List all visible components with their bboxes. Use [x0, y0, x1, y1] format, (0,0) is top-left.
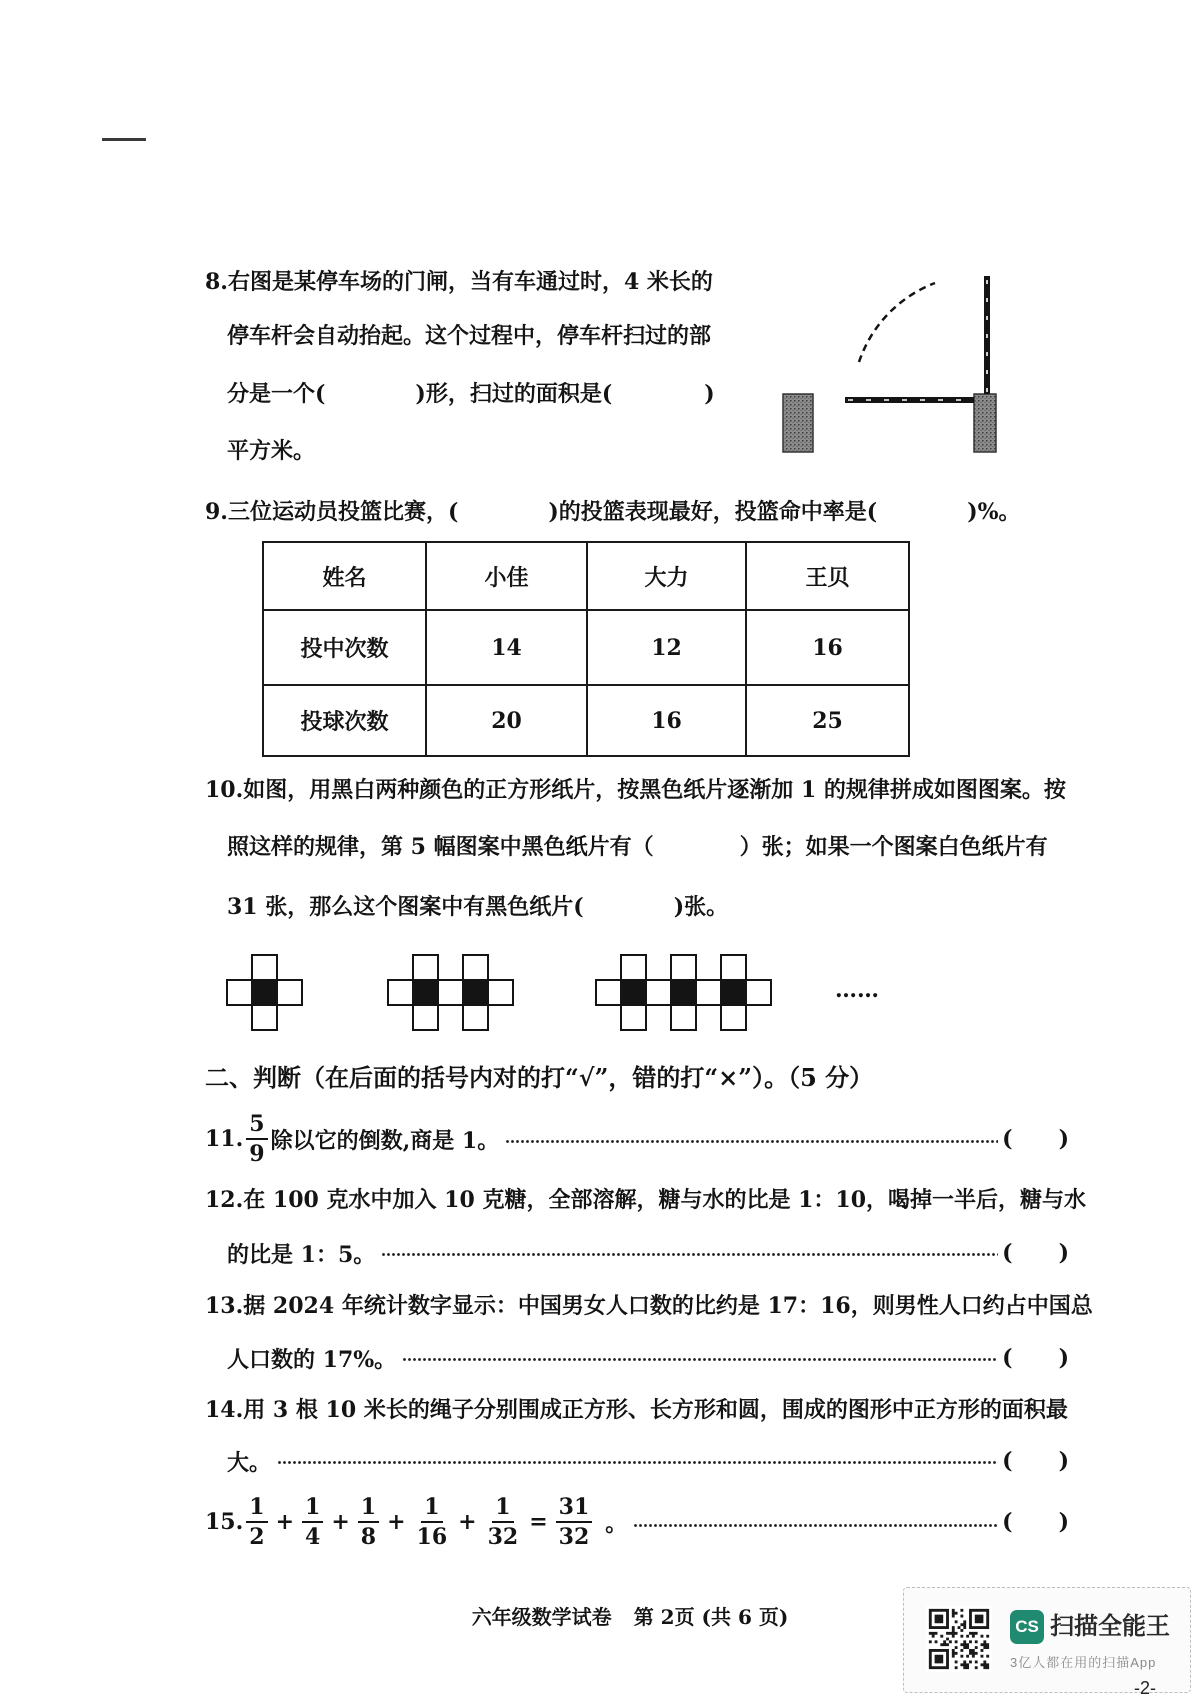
q15-term-fraction: [358, 1496, 379, 1548]
fraction-denominator: 32: [487, 1524, 519, 1550]
camscanner-logo: CS: [1010, 1610, 1044, 1644]
q9-text-c: )%。: [967, 499, 1021, 525]
answer-blank: [325, 394, 415, 395]
answer-bracket-close: ): [1058, 1126, 1069, 1152]
tile-white: [670, 1004, 697, 1031]
answer-bracket-close: ): [1058, 1345, 1069, 1371]
tile-white: [487, 979, 514, 1006]
table-row: [263, 685, 909, 756]
watermark-tagline: 3亿人都在用的扫描App: [1010, 1655, 1157, 1670]
answer-blank: [1013, 1139, 1059, 1140]
q15-term-fraction: [485, 1496, 522, 1548]
tile-white: [620, 954, 647, 981]
dotted-leader: [402, 1344, 998, 1372]
answer-blank: [612, 394, 704, 395]
answer-bracket-close: ): [1058, 1240, 1069, 1266]
q13-line-1: 13.据 2024 年统计数字显示：中国男女人口数的比约是 17：16，则男性人口约占中国总: [205, 1293, 1093, 1319]
plus-sign: +: [275, 1509, 295, 1535]
page-number: -2-: [1134, 1678, 1156, 1698]
answer-bracket-close: ): [1058, 1509, 1069, 1535]
fraction-denominator: 9: [249, 1141, 265, 1167]
q10-line-2: [227, 833, 1048, 861]
q9-text-b: )的投篮表现最好，投篮命中率是(: [548, 499, 878, 525]
tile-white: [276, 979, 303, 1006]
q10-line-2-text-a: 照这样的规律，第 5 幅图案中黑色纸片有（: [227, 834, 654, 860]
scan-mark: [102, 138, 146, 141]
tile-white: [595, 979, 622, 1006]
q15-result-fraction: [556, 1496, 593, 1548]
q12-line-1: 12.在 100 克水中加入 10 克糖，全部溶解，糖与水的比是 1：10，喝掉一半后，糖与水: [205, 1187, 1087, 1213]
tile-white: [226, 979, 253, 1006]
q9-text-a: 9.三位运动员投篮比赛，(: [205, 499, 459, 525]
gate-right-post: [974, 394, 996, 452]
q14-line-2: [227, 1447, 1069, 1475]
tile-white: [645, 979, 672, 1006]
dotted-leader: [633, 1491, 998, 1553]
tile-white: [387, 979, 414, 1006]
tile-white: [745, 979, 772, 1006]
footer-page: 第 2页 (共 6 页): [633, 1605, 789, 1629]
q9-line: [205, 498, 1021, 526]
q10-line-1: 10.如图，用黑白两种颜色的正方形纸片，按黑色纸片逐渐加 1 的规律拼成如图图案。按: [205, 777, 1066, 803]
plus-sign: +: [458, 1509, 477, 1535]
answer-bracket-open: (: [1002, 1240, 1013, 1266]
q12-line-2: [227, 1239, 1069, 1267]
table-cell: 16: [587, 685, 746, 756]
plus-sign: +: [331, 1509, 350, 1535]
tile-pattern-3: [595, 954, 772, 1031]
table-cell: 投球次数: [263, 685, 426, 756]
q10-line-3-text-a: 31 张，那么这个图案中有黑色纸片(: [227, 894, 584, 920]
tile-black: [412, 979, 439, 1006]
answer-bracket-open: (: [1002, 1345, 1013, 1371]
q15-number: 15.: [205, 1509, 244, 1535]
tile-white: [695, 979, 722, 1006]
tile-black: [670, 979, 697, 1006]
q14-line-1: 14.用 3 根 10 米长的绳子分别围成正方形、长方形和圆，围成的图形中正方形的面积最: [205, 1397, 1068, 1423]
answer-blank: [1013, 1522, 1059, 1523]
table-cell: 20: [426, 685, 587, 756]
q15-end-mark: 。: [605, 1510, 628, 1537]
q15-term-fraction: [414, 1496, 451, 1548]
tile-black: [462, 979, 489, 1006]
q8-line-1: 8.右图是某停车场的门闸，当有车通过时，4 米长的: [205, 269, 713, 295]
answer-bracket-open: (: [1002, 1509, 1013, 1535]
answer-blank: [877, 512, 967, 513]
q10-line-3: [227, 893, 728, 921]
answer-blank: [1013, 1358, 1059, 1359]
watermark-brand: 扫描全能王: [1050, 1613, 1170, 1640]
q11: [205, 1112, 1069, 1166]
tile-white: [462, 1004, 489, 1031]
footer-subject: 六年级数学试卷: [471, 1605, 612, 1629]
q10-line-2-text-b: ）张；如果一个图案白色纸片有: [739, 834, 1048, 860]
tile-pattern-1: [226, 954, 303, 1031]
fraction-denominator: 2: [249, 1524, 265, 1550]
q15-term-fraction: [246, 1496, 267, 1548]
tile-white: [412, 954, 439, 981]
tile-pattern-2: [387, 954, 514, 1031]
dotted-leader: [277, 1447, 998, 1475]
dotted-leader: [381, 1239, 998, 1267]
answer-blank: [1013, 1461, 1059, 1462]
q11-number: 11.: [205, 1126, 244, 1152]
answer-bracket-open: (: [1002, 1126, 1013, 1152]
answer-blank: [458, 512, 548, 513]
tile-white: [412, 1004, 439, 1031]
dotted-leader: [505, 1112, 998, 1166]
table-header-cell: 大力: [587, 542, 746, 610]
table-cell: 投中次数: [263, 610, 426, 685]
tile-white: [437, 979, 464, 1006]
fraction-denominator: 32: [558, 1524, 590, 1550]
gate-left-post: [783, 394, 813, 452]
q8-line-4: 平方米。: [227, 438, 316, 464]
table-header-row: [263, 542, 909, 610]
tile-white: [620, 1004, 647, 1031]
fraction-numerator: 1: [358, 1496, 379, 1523]
parking-gate-figure: [770, 260, 1010, 460]
table-header-cell: 小佳: [426, 542, 587, 610]
tile-white: [670, 954, 697, 981]
tile-white: [720, 1004, 747, 1031]
tile-white: [720, 954, 747, 981]
q15: [205, 1491, 1069, 1553]
q13-line-2-text: 人口数的 17%。: [227, 1346, 397, 1373]
table-cell: 25: [746, 685, 909, 756]
answer-blank: [654, 847, 740, 848]
q8-line-2: 停车杆会自动抬起。这个过程中，停车杆扫过的部: [227, 323, 712, 349]
q10-line-3-text-b: )张。: [673, 894, 729, 920]
tile-white: [251, 954, 278, 981]
q8-line-3-text-c: ): [704, 381, 715, 407]
fraction-numerator: 1: [492, 1496, 513, 1523]
fraction-numerator: 1: [302, 1496, 323, 1523]
q11-text: 除以它的倒数,商是 1。: [270, 1127, 500, 1154]
fraction-numerator: 5: [246, 1113, 267, 1140]
answer-bracket-close: ): [1058, 1448, 1069, 1474]
answer-blank: [1013, 1253, 1059, 1254]
q13-line-2: [227, 1344, 1069, 1372]
answer-blank: [584, 907, 674, 908]
fraction-denominator: 4: [305, 1524, 321, 1550]
q14-line-2-text: 大。: [227, 1449, 272, 1476]
tile-black: [620, 979, 647, 1006]
table-row: [263, 610, 909, 685]
table-header-cell: 姓名: [263, 542, 426, 610]
q12-line-2-text: 的比是 1：5。: [227, 1241, 376, 1268]
fraction-denominator: 16: [416, 1524, 448, 1550]
plus-sign: +: [387, 1509, 406, 1535]
q8-line-3-text-b: )形，扫过的面积是(: [415, 381, 613, 407]
table-cell: 16: [746, 610, 909, 685]
q15-term-fraction: [302, 1496, 323, 1548]
page-footer: [440, 1603, 820, 1631]
table-cell: 14: [426, 610, 587, 685]
q8-line-3-text-a: 分是一个(: [227, 381, 326, 407]
section-heading: 二、判断（在后面的括号内对的打“√”，错的打“×”）。（5 分）: [205, 1063, 874, 1092]
pattern-ellipsis: ……: [835, 977, 879, 1003]
shooting-table: [262, 541, 910, 757]
q8-line-3: [227, 380, 715, 408]
fraction-numerator: 1: [246, 1496, 267, 1523]
answer-bracket-open: (: [1002, 1448, 1013, 1474]
table-cell: 12: [587, 610, 746, 685]
fraction-numerator: 31: [556, 1496, 593, 1523]
q11-fraction: [246, 1113, 267, 1165]
fraction-denominator: 8: [360, 1524, 377, 1550]
fraction-numerator: 1: [421, 1496, 442, 1523]
tile-white: [251, 1004, 278, 1031]
tile-black: [720, 979, 747, 1006]
equals-sign: =: [529, 1509, 548, 1535]
tile-white: [462, 954, 489, 981]
qr-code: [926, 1606, 992, 1672]
sweep-arc: [859, 283, 935, 362]
tile-black: [251, 979, 278, 1006]
table-header-cell: 王贝: [746, 542, 909, 610]
